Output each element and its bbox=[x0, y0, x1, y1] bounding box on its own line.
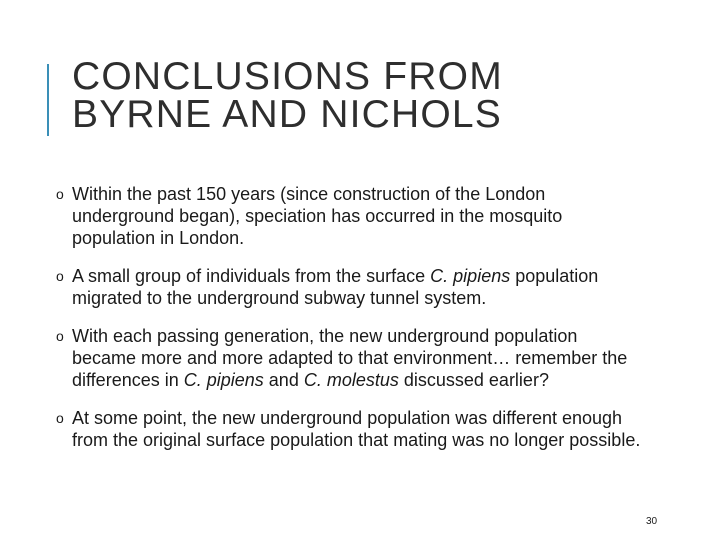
species-name-italic: C. pipiens bbox=[430, 266, 511, 286]
bullet-marker-icon: o bbox=[56, 186, 64, 202]
bullet-text: At some point, the new underground population was different enough from the original surface population that mating was no longer possible. bbox=[72, 408, 641, 450]
slide-title bbox=[72, 55, 672, 136]
bullet-item bbox=[56, 183, 646, 249]
bullet-item bbox=[56, 407, 646, 451]
slide-title-line-1: CONCLUSIONS FROM bbox=[72, 55, 503, 98]
bullet-marker-icon: o bbox=[56, 328, 64, 344]
page-number: 30 bbox=[646, 516, 658, 527]
bullet-item bbox=[56, 325, 646, 391]
title-accent-bar bbox=[47, 64, 49, 136]
bullet-text: discussed earlier? bbox=[398, 370, 549, 390]
bullet-marker-icon: o bbox=[56, 410, 64, 426]
species-name-italic: C. pipiens bbox=[183, 370, 264, 390]
bullet-text: population migrated to the underground subway tunnel system. bbox=[72, 266, 599, 308]
bullet-text: and bbox=[263, 370, 304, 390]
bullet-list bbox=[56, 183, 646, 451]
bullet-marker-icon: o bbox=[56, 268, 64, 284]
bullet-text: Within the past 150 years (since construction of the London underground began), speciation has occurred in the mosquito population in London. bbox=[72, 184, 563, 248]
bullet-text: A small group of individuals from the surface bbox=[72, 266, 431, 286]
species-name-italic: C. molestus bbox=[303, 370, 399, 390]
slide-title-line-2: BYRNE AND NICHOLS bbox=[72, 93, 502, 136]
bullet-item bbox=[56, 265, 646, 309]
bullet-text: With each passing generation, the new underground population became more and more adapted to that environment… remember the differences in bbox=[72, 326, 628, 390]
